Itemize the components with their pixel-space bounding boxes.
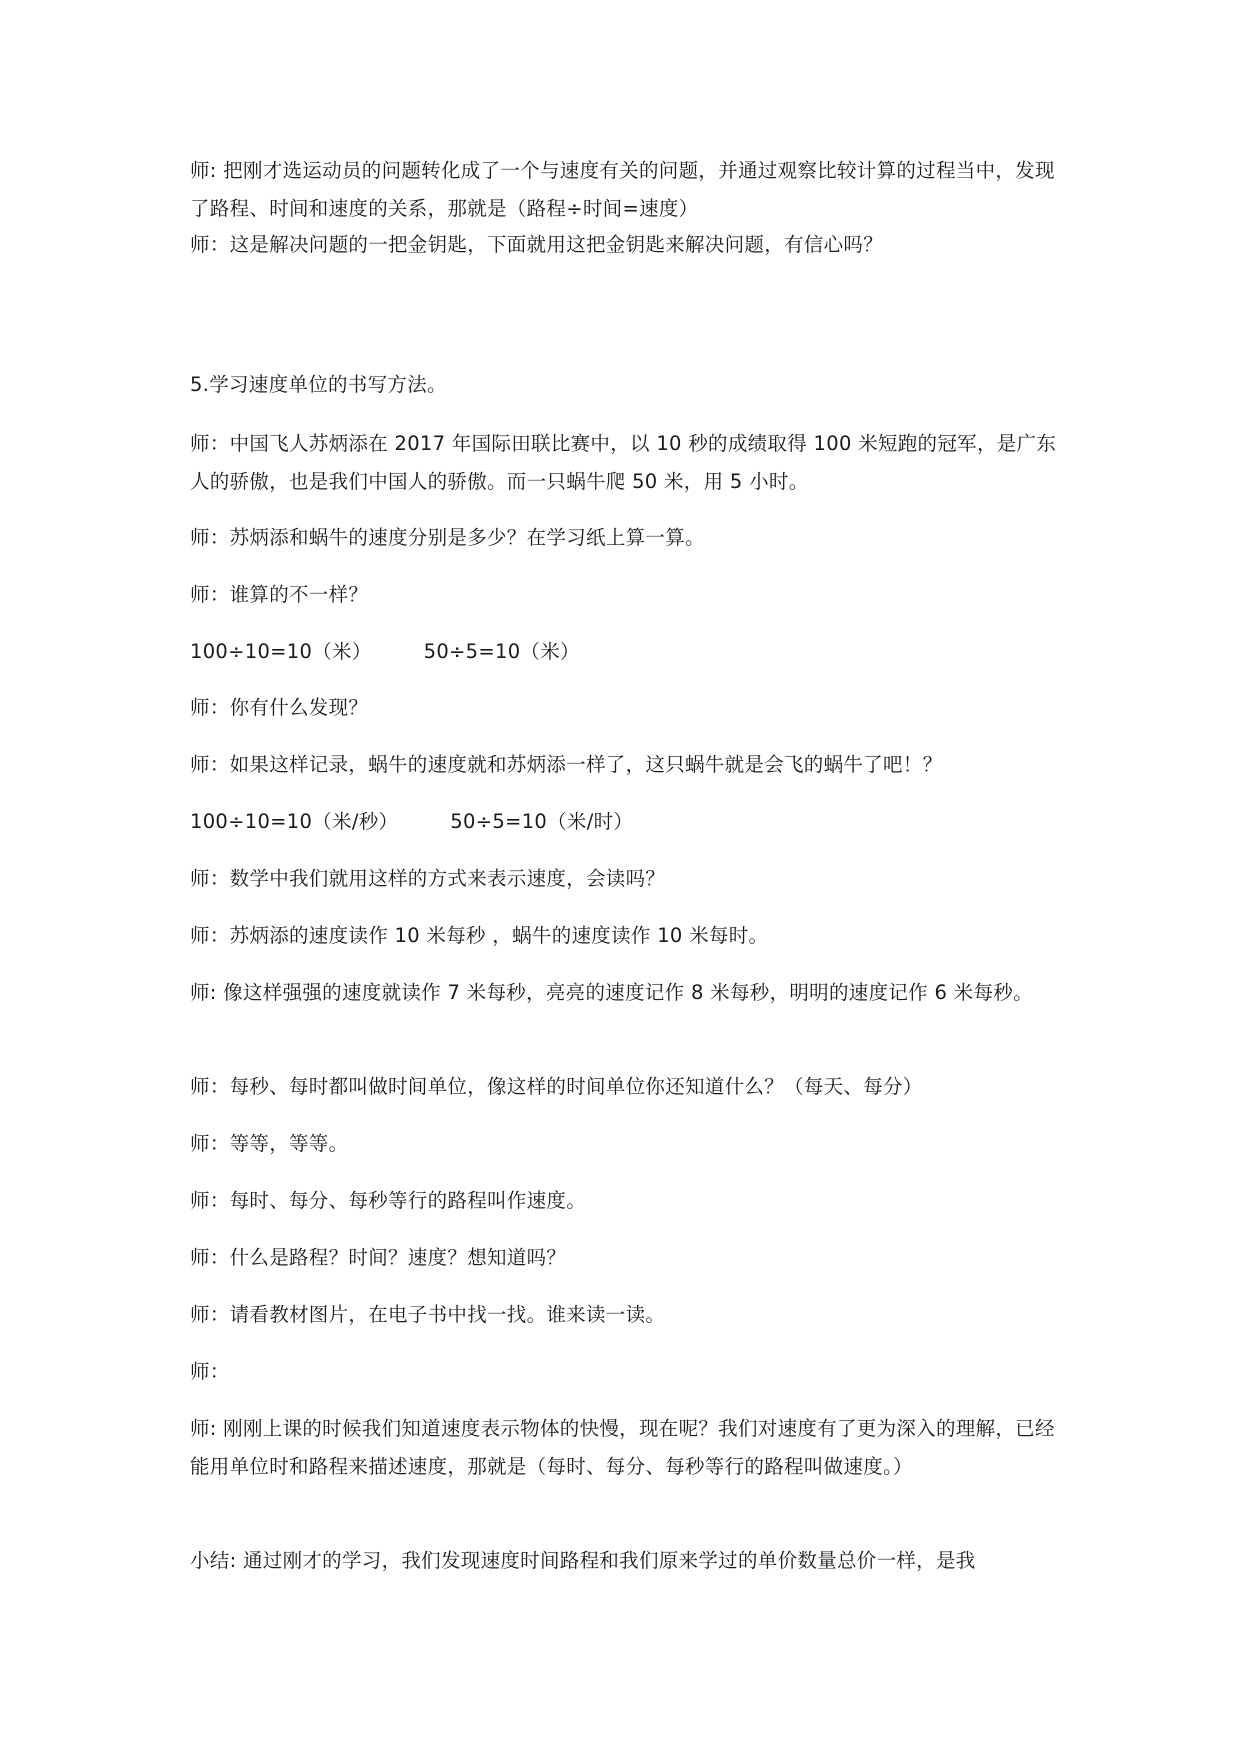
formula-line-speed-units [190,803,1060,841]
formula-su-bingtian-speed: 100÷10=10（米/秒） [190,810,399,833]
paragraph-deeper-understanding: 师: 刚刚上课的时候我们知道速度表示物体的快慢，现在呢？我们对速度有了更为深入的理解，已经能用单位时和路程来描述速度，那就是（每时、每分、每秒等行的路程叫做速度。） [190,1417,1055,1478]
paragraph-flying-snail: 师：如果这样记录，蜗牛的速度就和苏炳添一样了，这只蜗牛就是会飞的蜗牛了吧！？ [190,753,943,776]
paragraph-calculate-speeds: 师：苏炳添和蜗牛的速度分别是多少？在学习纸上算一算。 [190,526,705,549]
section-heading-speed-units: 5.学习速度单位的书写方法。 [190,373,447,396]
paragraph-what-is-distance: 师：什么是路程？时间？速度？想知道吗？ [190,1246,567,1269]
paragraph-time-units: 师：每秒、每时都叫做时间单位，像这样的时间单位你还知道什么？（每天、每分） [190,1075,923,1098]
formula-snail: 50÷5=10（米） [423,640,580,663]
paragraph-who-different: 师：谁算的不一样？ [190,583,369,606]
paragraph-golden-key: 师：这是解决问题的一把金钥匙，下面就用这把金钥匙来解决问题，有信心吗？ [190,233,884,256]
paragraph-represent-speed: 师：数学中我们就用这样的方式来表示速度，会读吗？ [190,867,666,890]
paragraph-students-speeds: 师: 像这样强强的速度就读作 7 米每秒，亮亮的速度记作 8 米每秒，明明的速度记作 6 米每秒。 [190,981,1033,1004]
paragraph-teacher-relation-summary: 师: 把刚才选运动员的问题转化成了一个与速度有关的问题，并通过观察比较计算的过程当中，发现了路程、时间和速度的关系，那就是（路程÷时间=速度） [190,159,1055,220]
paragraph-what-found: 师：你有什么发现？ [190,696,369,719]
paragraph-summary: 小结: 通过刚才的学习，我们发现速度时间路程和我们原来学过的单价数量总价一样，是我 [190,1549,976,1572]
paragraph-and-so-on: 师：等等，等等。 [190,1132,349,1155]
formula-su-bingtian: 100÷10=10（米） [190,640,372,663]
formula-line-meters [190,633,1060,671]
paragraph-read-speeds: 师：苏炳添的速度读作 10 米每秒 ，蜗牛的速度读作 10 米每时。 [190,924,769,947]
paragraph-textbook: 师：请看教材图片，在电子书中找一找。谁来读一读。 [190,1303,666,1326]
paragraph-su-bingtian-snail: 师：中国飞人苏炳添在 2017 年国际田联比赛中，以 10 秒的成绩取得 100 米短跑的冠军，是广东人的骄傲，也是我们中国人的骄傲。而一只蜗牛爬 50 米，用 5 小时。 [190,432,1057,493]
paragraph-speed-definition: 师：每时、每分、每秒等行的路程叫作速度。 [190,1189,587,1212]
formula-snail-speed: 50÷5=10（米/时） [450,810,634,833]
paragraph-teacher-empty: 师： [190,1360,230,1383]
